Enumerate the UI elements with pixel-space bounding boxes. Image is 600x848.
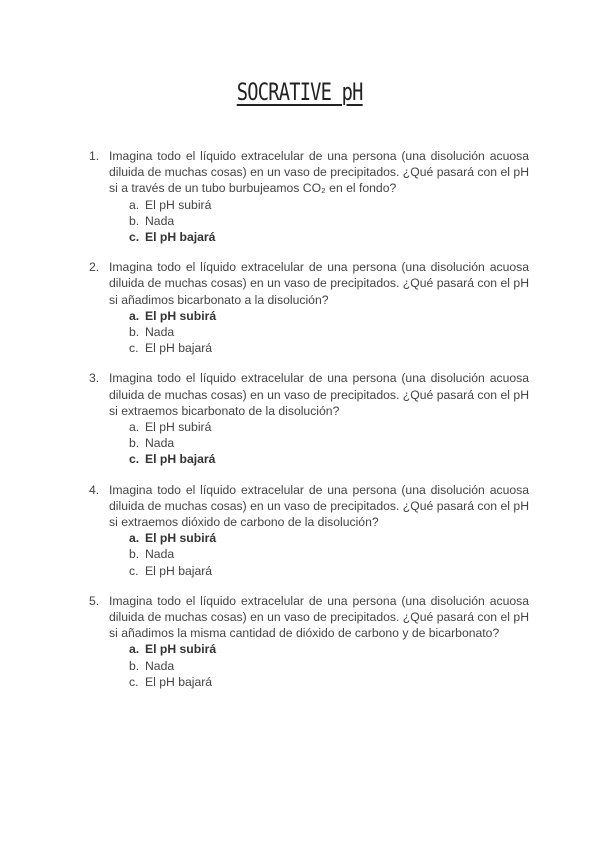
option-text: Nada xyxy=(145,658,175,673)
option-text: El pH subirá xyxy=(145,420,212,435)
option-text: El pH subirá xyxy=(145,308,217,323)
option-b xyxy=(129,658,529,674)
option-list xyxy=(109,197,529,246)
option-letter: b. xyxy=(129,213,140,228)
option-letter: a. xyxy=(129,531,140,546)
question-text: Imagina todo el líquido extracelular de una persona (una disolución acuosa diluida de muchas cosas) en un vaso de precipitados. ¿Qué pasará con el pH si añadimos la misma cantidad de dióxido de carbono y de bicarbonato? xyxy=(109,593,529,641)
option-a xyxy=(129,197,529,213)
option-list xyxy=(109,530,529,579)
option-c xyxy=(129,563,529,579)
question-text: Imagina todo el líquido extracelular de una persona (una disolución acuosa diluida de muchas cosas) en un vaso de precipitados. ¿Qué pasará con el pH si a través de un tubo burbujeamos CO₂ en el fondo? xyxy=(109,149,529,196)
option-letter: a. xyxy=(129,308,140,323)
question-number: 3. xyxy=(89,371,100,386)
option-letter: b. xyxy=(129,658,140,673)
question-5 xyxy=(89,593,529,690)
question-3 xyxy=(89,370,529,467)
option-text: Nada xyxy=(145,213,175,228)
option-letter: c. xyxy=(129,452,140,467)
option-a-correct xyxy=(129,530,529,546)
option-a-correct xyxy=(129,641,529,657)
question-4 xyxy=(89,482,529,579)
question-text: Imagina todo el líquido extracelular de una persona (una disolución acuosa diluida de muchas cosas) en un vaso de precipitados. ¿Qué pasará con el pH si extraemos bicarbonato de la disolución? xyxy=(109,371,529,418)
question-1 xyxy=(89,148,529,245)
option-text: Nada xyxy=(145,436,175,451)
option-b xyxy=(129,324,529,340)
option-letter: a. xyxy=(129,642,140,657)
option-text: El pH bajará xyxy=(145,341,213,356)
option-list xyxy=(109,641,529,690)
option-c xyxy=(129,674,529,690)
option-text: El pH bajará xyxy=(145,230,216,245)
question-number: 2. xyxy=(89,260,100,275)
option-letter: c. xyxy=(129,341,139,356)
option-text: El pH bajará xyxy=(145,674,213,689)
question-2 xyxy=(89,259,529,356)
option-c-correct xyxy=(129,229,529,245)
option-letter: a. xyxy=(129,197,140,212)
option-list xyxy=(109,419,529,468)
option-text: El pH bajará xyxy=(145,563,213,578)
option-b xyxy=(129,435,529,451)
option-letter: b. xyxy=(129,325,140,340)
option-letter: c. xyxy=(129,674,139,689)
question-number: 4. xyxy=(89,482,100,497)
title-wrapper xyxy=(0,78,600,106)
question-text: Imagina todo el líquido extracelular de una persona (una disolución acuosa diluida de muchas cosas) en un vaso de precipitados. ¿Qué pasará con el pH si añadimos bicarbonato a la disolución? xyxy=(109,260,529,307)
document-title: SOCRATIVE pH xyxy=(237,78,363,106)
option-text: El pH subirá xyxy=(145,642,217,657)
question-number: 5. xyxy=(89,593,100,608)
option-list xyxy=(109,308,529,357)
option-c xyxy=(129,340,529,356)
option-letter: b. xyxy=(129,436,140,451)
question-text: Imagina todo el líquido extracelular de una persona (una disolución acuosa diluida de muchas cosas) en un vaso de precipitados. ¿Qué pasará con el pH si extraemos dióxido de carbono de la disolución? xyxy=(109,482,529,530)
option-a-correct xyxy=(129,308,529,324)
option-letter: c. xyxy=(129,230,140,245)
option-text: El pH subirá xyxy=(145,531,217,546)
option-c-correct xyxy=(129,451,529,467)
option-letter: b. xyxy=(129,547,140,562)
question-number: 1. xyxy=(89,149,100,163)
option-text: El pH bajará xyxy=(145,452,216,467)
option-b xyxy=(129,213,529,229)
option-letter: a. xyxy=(129,420,140,435)
option-text: El pH subirá xyxy=(145,197,212,212)
option-text: Nada xyxy=(145,325,175,340)
option-a xyxy=(129,419,529,435)
question-list xyxy=(89,148,529,690)
option-text: Nada xyxy=(145,547,175,562)
option-b xyxy=(129,546,529,562)
option-letter: c. xyxy=(129,563,139,578)
